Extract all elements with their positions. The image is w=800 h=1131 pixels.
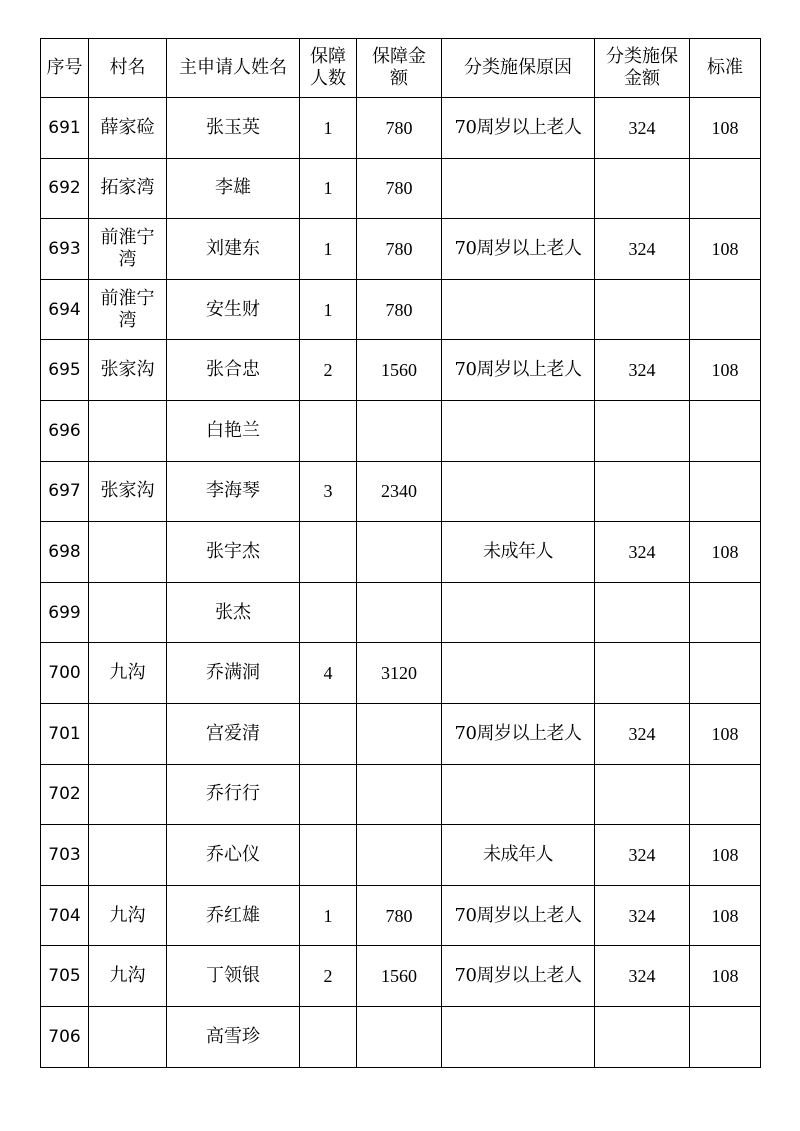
class-amount-cell — [595, 158, 690, 219]
seq-cell: 705 — [41, 946, 89, 1007]
class-amount-cell: 324 — [595, 946, 690, 1007]
class-amount-cell — [595, 1006, 690, 1067]
persons-cell — [300, 1006, 357, 1067]
standard-cell — [690, 461, 761, 522]
header-reason: 分类施保原因 — [442, 39, 595, 98]
seq-cell: 703 — [41, 825, 89, 886]
table-row — [41, 825, 761, 886]
amount-cell: 2340 — [357, 461, 442, 522]
reason-cell: 70周岁以上老人 — [442, 98, 595, 159]
amount-cell: 780 — [357, 279, 442, 340]
village-cell: 张家沟 — [89, 461, 167, 522]
reason-cell: 未成年人 — [442, 522, 595, 583]
seq-cell: 693 — [41, 219, 89, 280]
table-row — [41, 158, 761, 219]
amount-cell — [357, 703, 442, 764]
persons-cell: 1 — [300, 885, 357, 946]
table-row — [41, 279, 761, 340]
table-row — [41, 400, 761, 461]
persons-cell: 4 — [300, 643, 357, 704]
village-cell — [89, 764, 167, 825]
seq-cell: 704 — [41, 885, 89, 946]
amount-cell: 1560 — [357, 340, 442, 401]
reason-cell — [442, 764, 595, 825]
applicant-cell: 乔行行 — [167, 764, 300, 825]
amount-cell: 780 — [357, 158, 442, 219]
seq-cell: 694 — [41, 279, 89, 340]
persons-cell: 1 — [300, 158, 357, 219]
class-amount-cell: 324 — [595, 340, 690, 401]
village-cell — [89, 522, 167, 583]
applicant-cell: 张玉英 — [167, 98, 300, 159]
persons-cell: 3 — [300, 461, 357, 522]
village-cell: 张家沟 — [89, 340, 167, 401]
village-cell — [89, 1006, 167, 1067]
header-row — [41, 39, 761, 98]
standard-cell — [690, 764, 761, 825]
persons-cell: 2 — [300, 946, 357, 1007]
amount-cell — [357, 582, 442, 643]
persons-cell: 1 — [300, 219, 357, 280]
table-row — [41, 219, 761, 280]
village-cell: 九沟 — [89, 946, 167, 1007]
relief-table — [40, 38, 761, 1068]
seq-cell: 691 — [41, 98, 89, 159]
village-cell: 前淮宁湾 — [89, 219, 167, 280]
amount-cell — [357, 522, 442, 583]
seq-cell: 706 — [41, 1006, 89, 1067]
persons-cell — [300, 703, 357, 764]
applicant-cell: 高雪珍 — [167, 1006, 300, 1067]
reason-cell: 70周岁以上老人 — [442, 219, 595, 280]
header-persons: 保障人数 — [300, 39, 357, 98]
header-seq: 序号 — [41, 39, 89, 98]
village-cell — [89, 400, 167, 461]
village-cell: 九沟 — [89, 643, 167, 704]
reason-cell — [442, 1006, 595, 1067]
village-cell — [89, 582, 167, 643]
standard-cell: 108 — [690, 885, 761, 946]
amount-cell: 3120 — [357, 643, 442, 704]
reason-cell — [442, 158, 595, 219]
village-cell — [89, 703, 167, 764]
class-amount-cell — [595, 279, 690, 340]
class-amount-cell — [595, 643, 690, 704]
village-cell: 前淮宁湾 — [89, 279, 167, 340]
amount-cell — [357, 400, 442, 461]
amount-cell — [357, 764, 442, 825]
standard-cell: 108 — [690, 522, 761, 583]
table-row — [41, 764, 761, 825]
reason-cell — [442, 582, 595, 643]
reason-cell: 70周岁以上老人 — [442, 340, 595, 401]
amount-cell: 1560 — [357, 946, 442, 1007]
applicant-cell: 李雄 — [167, 158, 300, 219]
table-body — [41, 98, 761, 1068]
amount-cell: 780 — [357, 885, 442, 946]
amount-cell: 780 — [357, 98, 442, 159]
reason-cell: 70周岁以上老人 — [442, 703, 595, 764]
seq-cell: 692 — [41, 158, 89, 219]
village-cell — [89, 825, 167, 886]
header-class-amount: 分类施保金额 — [595, 39, 690, 98]
standard-cell — [690, 400, 761, 461]
class-amount-cell — [595, 400, 690, 461]
table-row — [41, 522, 761, 583]
seq-cell: 701 — [41, 703, 89, 764]
standard-cell: 108 — [690, 703, 761, 764]
table-row — [41, 946, 761, 1007]
header-village: 村名 — [89, 39, 167, 98]
table-row — [41, 340, 761, 401]
table-row — [41, 703, 761, 764]
persons-cell: 1 — [300, 279, 357, 340]
header-standard: 标准 — [690, 39, 761, 98]
table-row — [41, 98, 761, 159]
applicant-cell: 乔满洞 — [167, 643, 300, 704]
class-amount-cell: 324 — [595, 703, 690, 764]
class-amount-cell — [595, 582, 690, 643]
applicant-cell: 张宇杰 — [167, 522, 300, 583]
reason-cell: 70周岁以上老人 — [442, 946, 595, 1007]
standard-cell: 108 — [690, 98, 761, 159]
seq-cell: 696 — [41, 400, 89, 461]
persons-cell — [300, 764, 357, 825]
applicant-cell: 李海琴 — [167, 461, 300, 522]
reason-cell — [442, 279, 595, 340]
reason-cell — [442, 400, 595, 461]
persons-cell — [300, 825, 357, 886]
table-row — [41, 1006, 761, 1067]
seq-cell: 698 — [41, 522, 89, 583]
seq-cell: 700 — [41, 643, 89, 704]
persons-cell: 2 — [300, 340, 357, 401]
standard-cell — [690, 279, 761, 340]
class-amount-cell: 324 — [595, 522, 690, 583]
amount-cell: 780 — [357, 219, 442, 280]
seq-cell: 699 — [41, 582, 89, 643]
applicant-cell: 宫爱清 — [167, 703, 300, 764]
village-cell: 拓家湾 — [89, 158, 167, 219]
table-row — [41, 582, 761, 643]
applicant-cell: 乔心仪 — [167, 825, 300, 886]
applicant-cell: 安生财 — [167, 279, 300, 340]
reason-cell — [442, 461, 595, 522]
class-amount-cell — [595, 461, 690, 522]
standard-cell — [690, 643, 761, 704]
persons-cell — [300, 582, 357, 643]
village-cell: 薛家硷 — [89, 98, 167, 159]
class-amount-cell: 324 — [595, 219, 690, 280]
applicant-cell: 丁领银 — [167, 946, 300, 1007]
standard-cell — [690, 158, 761, 219]
standard-cell — [690, 582, 761, 643]
persons-cell — [300, 522, 357, 583]
persons-cell — [300, 400, 357, 461]
standard-cell: 108 — [690, 946, 761, 1007]
standard-cell: 108 — [690, 825, 761, 886]
applicant-cell: 张合忠 — [167, 340, 300, 401]
table-row — [41, 461, 761, 522]
standard-cell: 108 — [690, 340, 761, 401]
class-amount-cell: 324 — [595, 825, 690, 886]
standard-cell — [690, 1006, 761, 1067]
village-cell: 九沟 — [89, 885, 167, 946]
seq-cell: 702 — [41, 764, 89, 825]
applicant-cell: 乔红雄 — [167, 885, 300, 946]
seq-cell: 695 — [41, 340, 89, 401]
reason-cell: 未成年人 — [442, 825, 595, 886]
amount-cell — [357, 1006, 442, 1067]
reason-cell: 70周岁以上老人 — [442, 885, 595, 946]
applicant-cell: 张杰 — [167, 582, 300, 643]
table-row — [41, 885, 761, 946]
class-amount-cell — [595, 764, 690, 825]
amount-cell — [357, 825, 442, 886]
class-amount-cell: 324 — [595, 98, 690, 159]
applicant-cell: 刘建东 — [167, 219, 300, 280]
header-applicant: 主申请人姓名 — [167, 39, 300, 98]
reason-cell — [442, 643, 595, 704]
table-row — [41, 643, 761, 704]
persons-cell: 1 — [300, 98, 357, 159]
applicant-cell: 白艳兰 — [167, 400, 300, 461]
class-amount-cell: 324 — [595, 885, 690, 946]
standard-cell: 108 — [690, 219, 761, 280]
seq-cell: 697 — [41, 461, 89, 522]
header-amount: 保障金额 — [357, 39, 442, 98]
